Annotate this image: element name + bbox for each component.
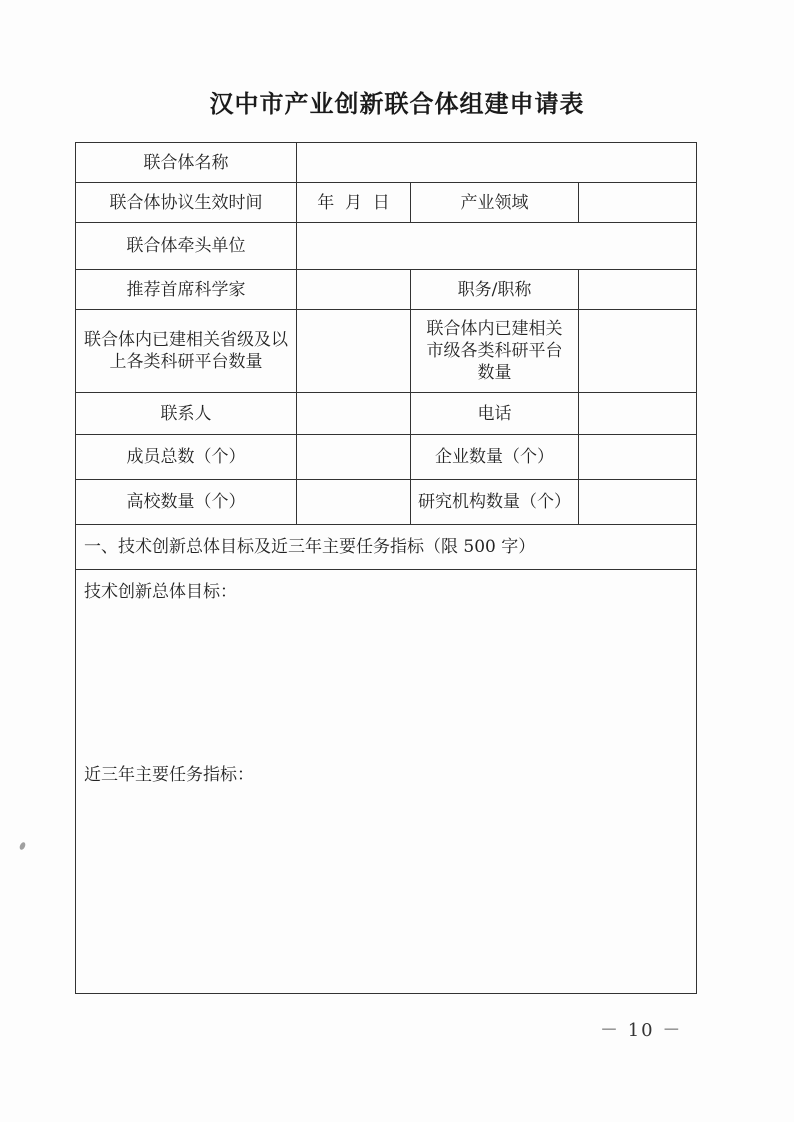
institute-count-field[interactable]	[579, 480, 696, 524]
lead-unit-field[interactable]	[297, 223, 696, 269]
alliance-name-field[interactable]	[297, 143, 696, 182]
member-count-field[interactable]	[297, 435, 410, 479]
scan-smudge	[19, 841, 27, 850]
provincial-platforms-label: 联合体内已建相关省级及以上各类科研平台数量	[84, 330, 288, 372]
overall-goal-label: 技术创新总体目标：	[84, 582, 237, 602]
member-count-label: 成员总数（个）	[126, 447, 246, 467]
page-title: 汉中市产业创新联合体组建申请表	[209, 89, 585, 118]
lead-unit-label: 联合体牵头单位	[126, 236, 246, 256]
enterprise-count-field[interactable]	[579, 435, 696, 479]
city-platforms-field[interactable]	[579, 310, 696, 392]
section-heading: 一、技术创新总体目标及近三年主要任务指标（限 500 字）	[84, 537, 536, 557]
task-indicators-label: 近三年主要任务指标：	[84, 765, 254, 785]
phone-field[interactable]	[579, 393, 696, 434]
institute-count-label: 研究机构数量（个）	[418, 492, 571, 512]
agreement-date-label: 联合体协议生效时间	[109, 192, 263, 213]
industry-label: 产业领域	[460, 192, 529, 213]
goals-text-area[interactable]	[76, 570, 696, 993]
industry-field[interactable]	[579, 183, 696, 222]
phone-label: 电话	[477, 403, 512, 424]
contact-person-label: 联系人	[160, 403, 212, 424]
position-title-label: 职务/职称	[457, 279, 532, 300]
page-number: － 10 －	[600, 1020, 683, 1041]
enterprise-count-label: 企业数量（个）	[435, 447, 554, 467]
agreement-date-field[interactable]: 年 月 日	[317, 192, 390, 213]
row-divider	[76, 524, 696, 525]
chief-scientist-field[interactable]	[297, 270, 410, 309]
application-form-table	[75, 142, 697, 994]
position-title-field[interactable]	[579, 270, 696, 309]
contact-person-field[interactable]	[297, 393, 410, 434]
alliance-name-label: 联合体名称	[143, 152, 229, 173]
chief-scientist-label: 推荐首席科学家	[126, 279, 246, 300]
provincial-platforms-field[interactable]	[297, 310, 410, 392]
university-count-field[interactable]	[297, 480, 410, 524]
university-count-label: 高校数量（个）	[126, 492, 246, 512]
city-platforms-label: 联合体内已建相关市级各类科研平台数量	[426, 319, 563, 383]
